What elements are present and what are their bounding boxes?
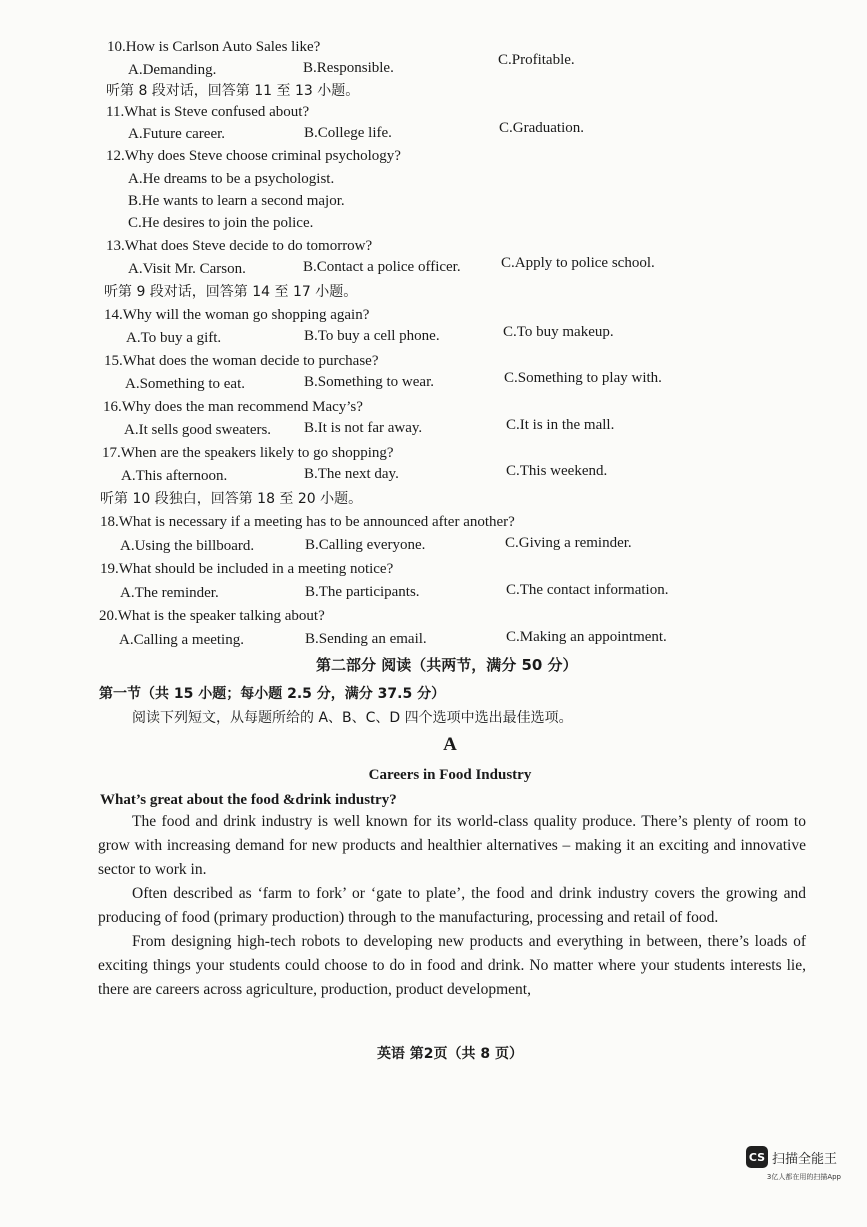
passage-paragraph-3: From designing high-tech robots to developing new products and everything in between, there’s loads of exciting things your students could choose to do in food and drink. No matter where your students interests lie, there are careers across agriculture, production, product development, — [98, 933, 806, 998]
passage-paragraph-1: The food and drink industry is well known for its world-class quality produce. There’s plenty of room to grow with increasing demand for new products and healthier alternatives – making it an exciting and innovative sector to work in. — [98, 813, 806, 878]
q18-stem: 18.What is necessary if a meeting has to be announced after another? — [100, 514, 515, 530]
passage-subtitle: What’s great about the food &drink industry? — [100, 792, 397, 808]
q14-option-c: C.To buy makeup. — [503, 324, 614, 340]
q17-stem: 17.When are the speakers likely to go shopping? — [102, 445, 394, 461]
q13-stem: 13.What does Steve decide to do tomorrow? — [106, 238, 373, 254]
scanner-watermark — [746, 1146, 837, 1168]
q10-option-b: B.Responsible. — [303, 60, 394, 76]
q20-stem: 20.What is the speaker talking about? — [99, 608, 325, 624]
instruction-dialogue-9: 听第 9 段对话，回答第 14 至 17 小题。 — [104, 284, 358, 300]
q19-stem: 19.What should be included in a meeting notice? — [100, 561, 394, 577]
q19-option-b: B.The participants. — [305, 584, 420, 600]
page-footer: 英语 第2页（共 8 页） — [376, 1046, 524, 1062]
q14-stem: 14.Why will the woman go shopping again? — [104, 307, 370, 323]
q19-option-a: A.The reminder. — [120, 585, 219, 601]
q12-stem: 12.Why does Steve choose criminal psychology? — [106, 148, 401, 164]
passage-paragraph-2: Often described as ‘farm to fork’ or ‘gate to plate’, the food and drink industry covers the growing and producing of food (primary production) through to the manufacturing, processing and retail of food. — [98, 885, 806, 926]
q11-option-b: B.College life. — [304, 125, 392, 141]
part2-header: 第二部分 阅读（共两节，满分 50 分） — [316, 656, 578, 674]
q18-option-b: B.Calling everyone. — [305, 537, 426, 553]
passage-title: Careers in Food Industry — [368, 767, 532, 783]
q12-option-b: B.He wants to learn a second major. — [128, 193, 345, 209]
section1-header: 第一节（共 15 小题；每小题 2.5 分，满分 37.5 分） — [99, 686, 446, 702]
instruction-monologue-10: 听第 10 段独白，回答第 18 至 20 小题。 — [100, 491, 363, 507]
q19-option-c: C.The contact information. — [506, 582, 669, 598]
q15-option-b: B.Something to wear. — [304, 374, 434, 390]
q20-option-c: C.Making an appointment. — [506, 629, 667, 645]
q10-option-a: A.Demanding. — [128, 62, 217, 78]
camscanner-logo-icon: CS — [746, 1146, 768, 1168]
q16-stem: 16.Why does the man recommend Macy’s? — [103, 399, 363, 415]
passage-letter: A — [443, 734, 457, 755]
q17-option-b: B.The next day. — [304, 466, 399, 482]
q20-option-a: A.Calling a meeting. — [119, 632, 244, 648]
q10-option-c: C.Profitable. — [498, 52, 575, 68]
q13-option-b: B.Contact a police officer. — [303, 259, 461, 275]
q12-option-a: A.He dreams to be a psychologist. — [128, 171, 335, 187]
passage-body — [98, 810, 806, 1002]
q15-option-c: C.Something to play with. — [504, 370, 662, 386]
q13-option-c: C.Apply to police school. — [501, 255, 655, 271]
q11-option-c: C.Graduation. — [499, 120, 584, 136]
q17-option-c: C.This weekend. — [506, 463, 608, 479]
q15-stem: 15.What does the woman decide to purchase? — [104, 353, 379, 369]
q20-option-b: B.Sending an email. — [305, 631, 427, 647]
q16-option-c: C.It is in the mall. — [506, 417, 615, 433]
section1-instruction: 阅读下列短文，从每题所给的 A、B、C、D 四个选项中选出最佳选项。 — [132, 710, 573, 726]
q17-option-a: A.This afternoon. — [121, 468, 228, 484]
q16-option-b: B.It is not far away. — [304, 420, 423, 436]
q14-option-a: A.To buy a gift. — [126, 330, 222, 346]
q16-option-a: A.It sells good sweaters. — [124, 422, 272, 438]
q18-option-c: C.Giving a reminder. — [505, 535, 632, 551]
q11-option-a: A.Future career. — [128, 126, 226, 142]
q15-option-a: A.Something to eat. — [125, 376, 245, 392]
q13-option-a: A.Visit Mr. Carson. — [128, 261, 246, 277]
q12-option-c: C.He desires to join the police. — [128, 215, 314, 231]
watermark-name: 扫描全能王 — [771, 1151, 837, 1167]
q10-stem: 10.How is Carlson Auto Sales like? — [107, 39, 321, 55]
q14-option-b: B.To buy a cell phone. — [304, 328, 440, 344]
q11-stem: 11.What is Steve confused about? — [106, 104, 310, 120]
watermark-tagline: 3亿人都在用的扫描App — [766, 1173, 841, 1181]
instruction-dialogue-8: 听第 8 段对话，回答第 11 至 13 小题。 — [106, 83, 360, 99]
bleed-through-decoration — [520, 100, 820, 520]
q18-option-a: A.Using the billboard. — [120, 538, 255, 554]
